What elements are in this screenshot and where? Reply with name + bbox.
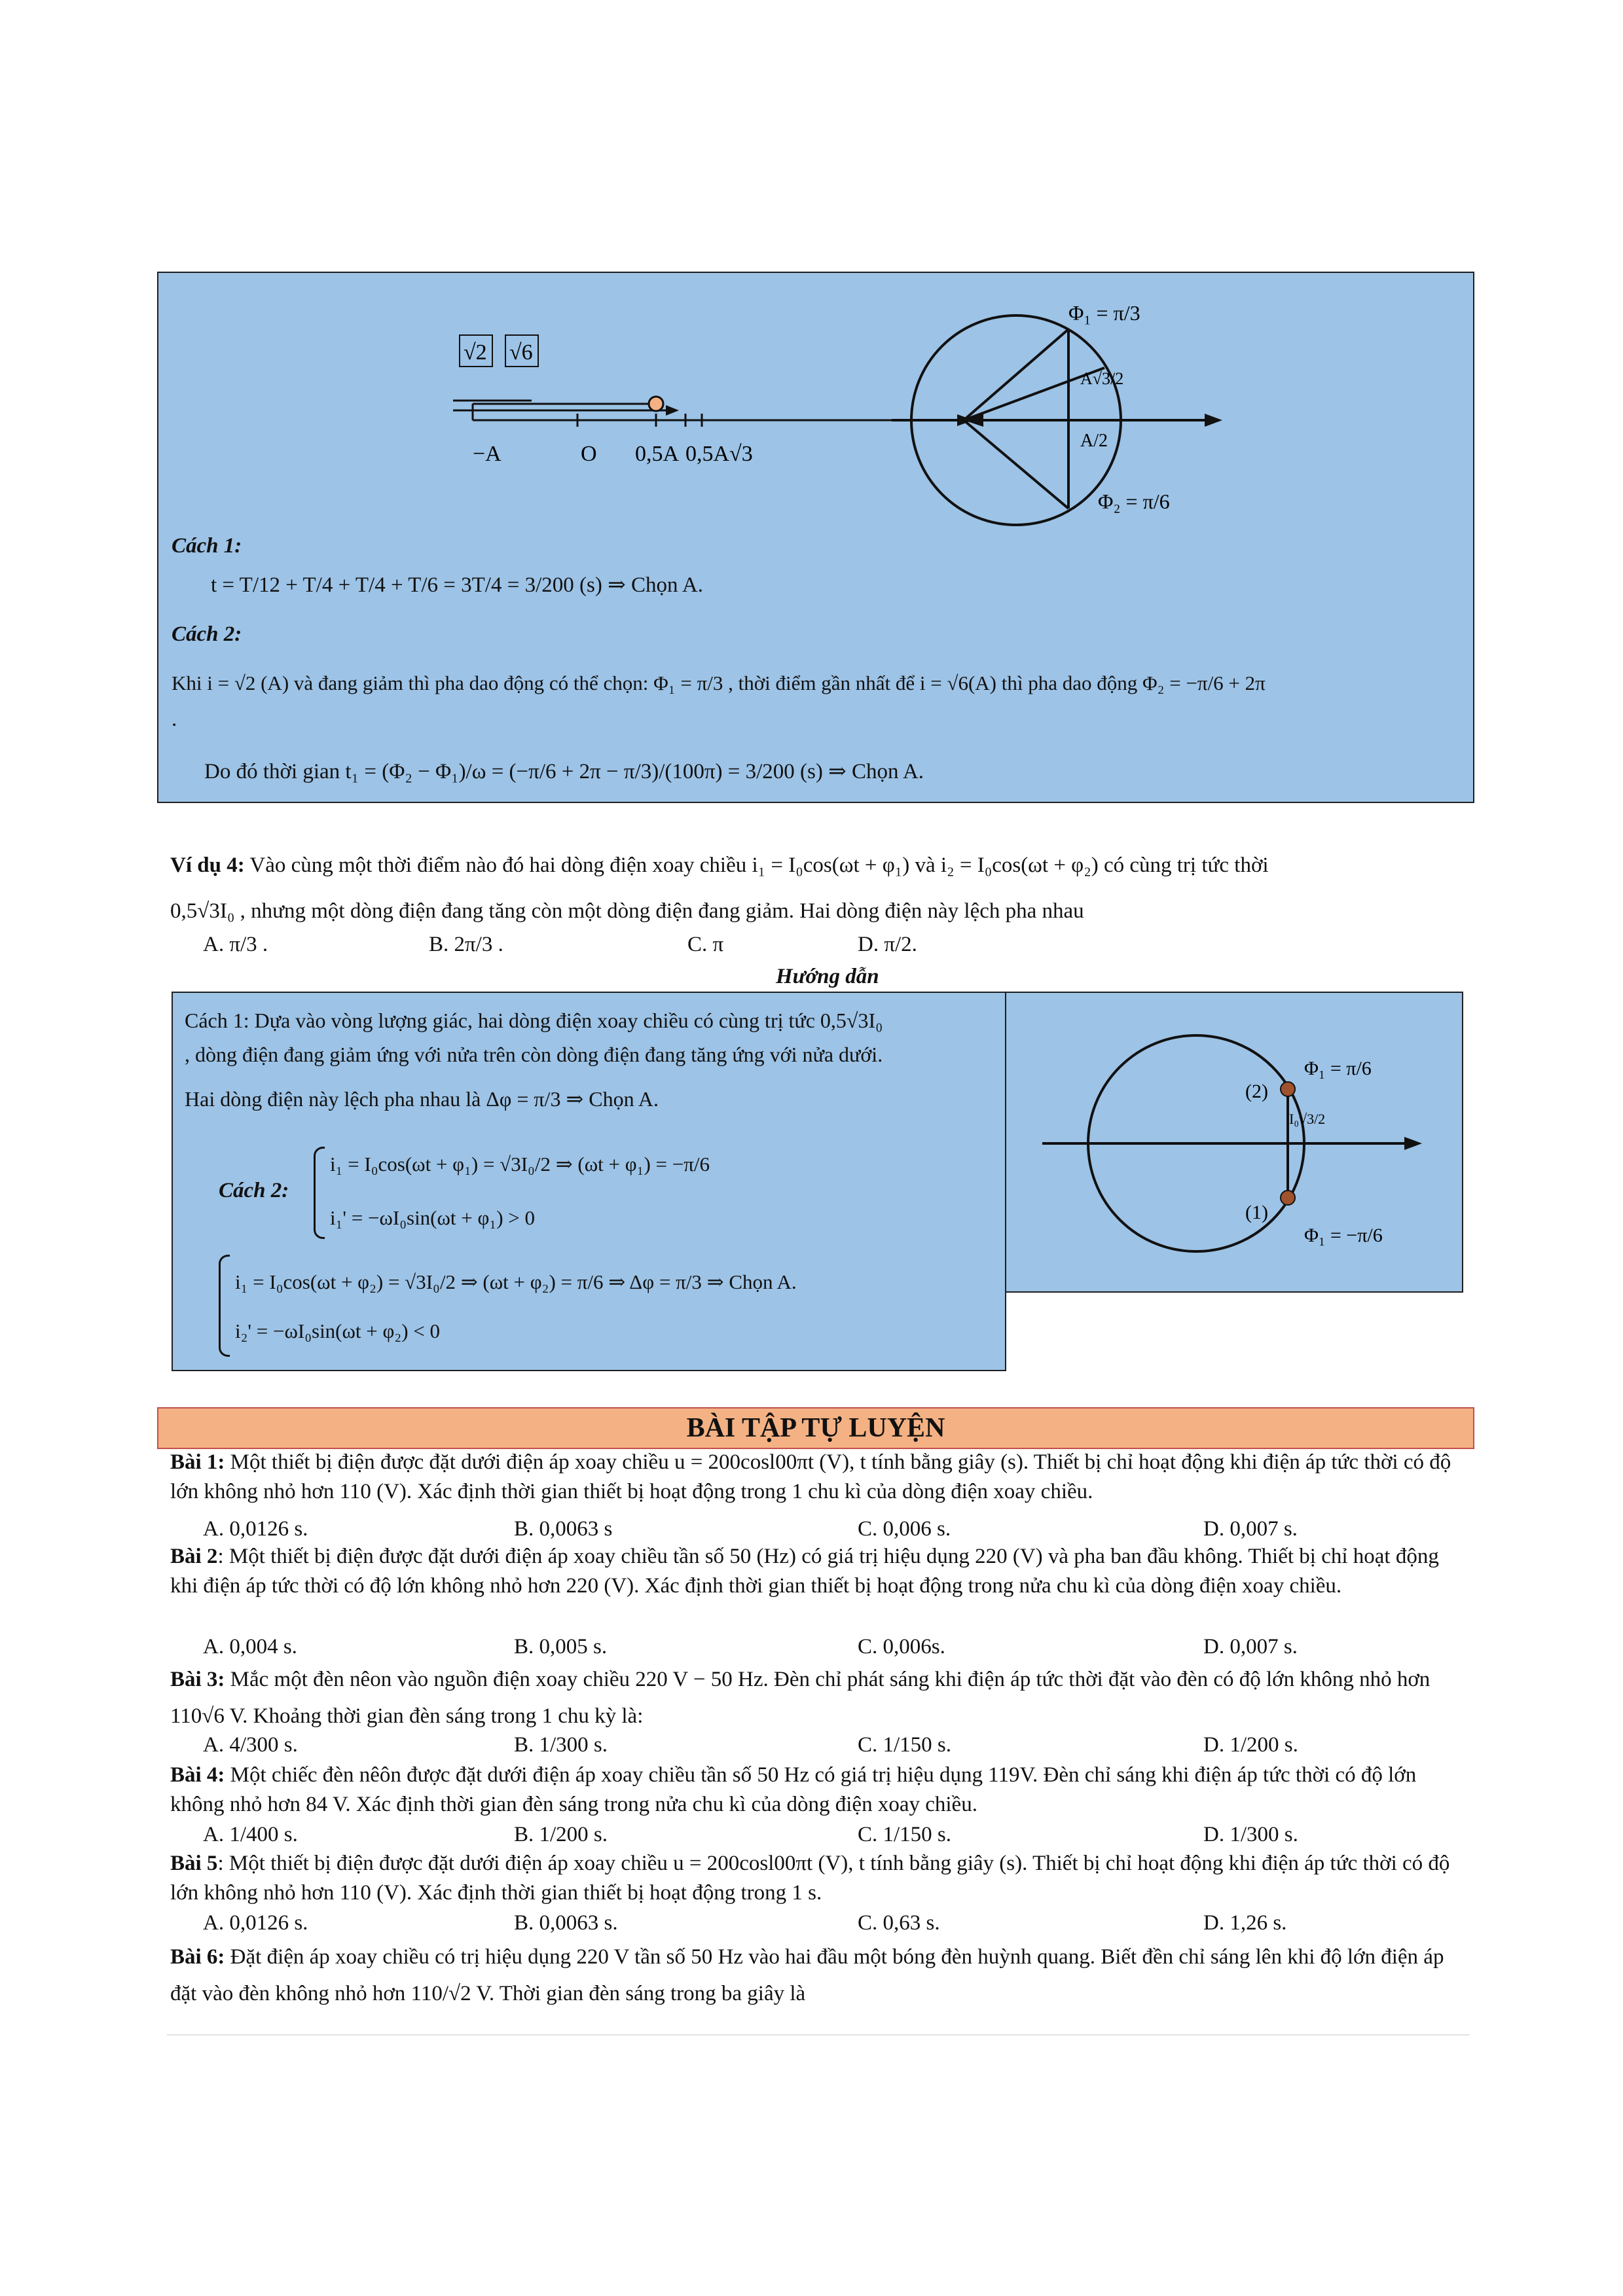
- example-4-title: Ví dụ 4:: [170, 853, 245, 877]
- phi2-label: Φ₂ = π/6: [1098, 490, 1170, 513]
- exercise-3-option-c: C. 1/150 s.: [858, 1733, 952, 1757]
- exercise-4: [170, 1761, 1463, 1820]
- cach2-label: Cách 2:: [172, 622, 242, 646]
- box2-eq-2: i₁' = −ωI₀sin(ωt + φ₁) > 0: [330, 1206, 536, 1229]
- label-phi1-pos: Φ₁ = π/6: [1304, 1058, 1372, 1079]
- exercise-3-label: Bài 3:: [170, 1668, 225, 1691]
- guide-heading: Hướng dẫn: [776, 965, 879, 988]
- box2-line-1: Cách 1: Dựa vào vòng lượng giác, hai dòng điện xoay chiều có cùng trị tức 0,5√3I₀: [185, 1009, 883, 1032]
- footer-divider: [167, 2034, 1470, 2036]
- label-i0-sqrt3-half: I₀√3/2: [1289, 1111, 1326, 1127]
- exercise-4-option-c: C. 1/150 s.: [858, 1823, 952, 1846]
- label-half-a: 0,5A: [635, 442, 680, 466]
- exercise-1-option-c: C. 0,006 s.: [858, 1517, 951, 1541]
- exercise-4-option-d: D. 1/300 s.: [1203, 1823, 1298, 1846]
- exercise-3: [170, 1661, 1463, 1734]
- point-marker: [649, 397, 663, 411]
- example-4-option-c: C. π: [687, 933, 724, 956]
- exercise-1-option-a: A. 0,0126 s.: [203, 1517, 308, 1541]
- exercise-5-option-d: D. 1,26 s.: [1203, 1911, 1287, 1935]
- exercise-5-option-b: B. 0,0063 s.: [514, 1911, 618, 1935]
- label-half-a-sqrt3: 0,5A√3: [685, 442, 753, 466]
- example-4-text: Vào cùng một thời điểm nào đó hai dòng điện xoay chiều i₁ = I₀cos(ωt + φ₁) và i₂ = I₀cos(ωt + φ₂) có cùng trị tức thời: [249, 853, 1269, 877]
- exercise-banner: BÀI TẬP TỰ LUYỆN: [157, 1407, 1474, 1449]
- solution-box-2: [172, 992, 1006, 1371]
- label-point-2: (2): [1245, 1081, 1268, 1102]
- exercise-5-option-a: A. 0,0126 s.: [203, 1911, 308, 1935]
- cach1-label: Cách 1:: [172, 534, 242, 558]
- phase-circle-1: [872, 279, 1265, 535]
- exercise-1: [170, 1448, 1463, 1507]
- exercise-2-label: Bài 2: [170, 1545, 218, 1568]
- phase-circle-2: [1006, 993, 1465, 1294]
- phi1-label: Φ₁ = π/3: [1068, 301, 1140, 325]
- exercise-3-text: Mắc một đèn nêon vào nguồn điện xoay chiều 220 V − 50 Hz. Đèn chỉ phát sáng khi điện áp tức thời đặt vào đèn có độ lớn không nhỏ hơn 110√6 V. Khoảng thời gian đèn sáng trong 1 chu kỳ là:: [170, 1668, 1431, 1728]
- a-sqrt3-half-label: A√3/2: [1080, 369, 1124, 388]
- exercise-2-text: : Một thiết bị điện được đặt dưới điện áp xoay chiều tần số 50 (Hz) có giá trị hiệu dụng 220 (V) và pha ban đầu không. Thiết bị chỉ hoạt động khi điện áp tức thời có độ lớn không nhỏ hơn 220 (V). Xác định thời gian thiết bị hoạt động trong nửa chu kì của dòng điện xoay chiều.: [170, 1545, 1439, 1598]
- cach1-formula: t = T/12 + T/4 + T/4 + T/6 = 3T/4 = 3/200 (s) ⇒ Chọn A.: [211, 573, 703, 597]
- box2-line-3: Hai dòng điện này lệch pha nhau là Δφ = π/3 ⇒ Chọn A.: [185, 1087, 659, 1111]
- box2-cach2-label: Cách 2:: [219, 1179, 289, 1202]
- label-point-1: (1): [1245, 1202, 1268, 1223]
- label-sqrt6: √6: [509, 340, 533, 365]
- label-minus-a: −A: [473, 442, 501, 466]
- exercise-1-option-b: B. 0,0063 s: [514, 1517, 613, 1541]
- example-4-question: [170, 851, 1269, 880]
- label-o: O: [581, 442, 597, 466]
- exercise-3-option-d: D. 1/200 s.: [1203, 1733, 1298, 1757]
- exercise-2-option-c: C. 0,006s.: [858, 1635, 945, 1659]
- exercise-4-label: Bài 4:: [170, 1763, 225, 1787]
- box2-eq-1: i₁ = I₀cos(ωt + φ₁) = √3I₀/2 ⇒ (ωt + φ₁) = −π/6: [330, 1153, 710, 1175]
- result-formula: Do đó thời gian t₁ = (Φ₂ − Φ₁)/ω = (−π/6 + 2π − π/3)/(100π) = 3/200 (s) ⇒ Chọn A.: [204, 760, 924, 783]
- exercise-5: [170, 1849, 1463, 1908]
- exercise-3-option-a: A. 4/300 s.: [203, 1733, 298, 1757]
- exercise-1-option-d: D. 0,007 s.: [1203, 1517, 1298, 1541]
- exercise-2-option-d: D. 0,007 s.: [1203, 1635, 1298, 1659]
- exercise-5-text: : Một thiết bị điện được đặt dưới điện áp xoay chiều u = 200cosl00πt (V), t tính bằng giây (s). Thiết bị chỉ hoạt động khi điện áp tức thời có độ lớn không nhỏ hơn 110 (V). Xác định thời gian thiết bị hoạt động trong 1 s.: [170, 1852, 1450, 1905]
- solution-box-1: [157, 272, 1474, 803]
- point-1: [1281, 1191, 1295, 1205]
- exercise-6-label: Bài 6:: [170, 1945, 225, 1969]
- exercise-5-option-c: C. 0,63 s.: [858, 1911, 940, 1935]
- box2-line-2: , dòng điện đang giảm ứng với nửa trên còn dòng điện đang tăng ứng với nửa dưới.: [185, 1043, 883, 1066]
- example-4-option-a: A. π/3 .: [203, 933, 268, 956]
- exercise-2: [170, 1542, 1463, 1601]
- exercise-2-option-a: A. 0,004 s.: [203, 1635, 297, 1659]
- exercise-4-text: Một chiếc đèn nêôn được đặt dưới điện áp xoay chiều tần số 50 Hz có giá trị hiệu dụng 119V. Đèn chỉ sáng khi điện áp tức thời có độ lớn không nhỏ hơn 84 V. Xác định thời gian đèn sáng trong nửa chu kì của dòng điện xoay chiều.: [170, 1763, 1417, 1816]
- brace-1: [314, 1147, 325, 1239]
- label-phi1-neg: Φ₁ = −π/6: [1304, 1225, 1383, 1246]
- exercise-5-label: Bài 5: [170, 1852, 218, 1875]
- example-4-option-b: B. 2π/3 .: [429, 933, 503, 956]
- exercise-4-option-b: B. 1/200 s.: [514, 1823, 608, 1846]
- exercise-3-option-b: B. 1/300 s.: [514, 1733, 608, 1757]
- solution-box-2-diagram: [1005, 992, 1463, 1293]
- label-sqrt2: √2: [464, 340, 487, 365]
- box2-eq-3: i₁ = I₀cos(ωt + φ₂) = √3I₀/2 ⇒ (ωt + φ₂) = π/6 ⇒ Δφ = π/3 ⇒ Chọn A.: [235, 1270, 797, 1293]
- exercise-1-text: Một thiết bị điện được đặt dưới điện áp xoay chiều u = 200cosl00πt (V), t tính bằng giây (s). Thiết bị chỉ hoạt động khi điện áp tức thời có độ lớn không nhỏ hơn 110 (V). Xác định thời gian thiết bị hoạt động trong 1 chu kì của dòng điện xoay chiều.: [170, 1450, 1451, 1503]
- exercise-4-option-a: A. 1/400 s.: [203, 1823, 298, 1846]
- cach2-text: Khi i = √2 (A) và đang giảm thì pha dao động có thể chọn: Φ₁ = π/3 , thời điểm gần nhất để i = √6(A) thì pha dao động Φ₂ = −π/6 + 2π: [172, 672, 1266, 694]
- example-4-option-d: D. π/2.: [858, 933, 917, 956]
- exercise-1-label: Bài 1:: [170, 1450, 225, 1474]
- exercise-2-option-b: B. 0,005 s.: [514, 1635, 608, 1659]
- period-mark: .: [172, 708, 177, 731]
- exercise-6-text: Đặt điện áp xoay chiều có trị hiệu dụng 220 V tần số 50 Hz vào hai đầu một bóng đèn huỳnh quang. Biết đền chỉ sáng lên khi độ lớn điện áp đặt vào đèn không nhỏ hơn 110/√2 V. Thời gian đèn sáng trong ba giây là: [170, 1945, 1444, 2005]
- a-half-label: A/2: [1080, 431, 1108, 451]
- box2-eq-4: i₂' = −ωI₀sin(ωt + φ₂) < 0: [235, 1319, 441, 1342]
- brace-2: [219, 1255, 230, 1357]
- point-2: [1281, 1082, 1295, 1096]
- exercise-6: [170, 1939, 1463, 2012]
- example-4-text-2: 0,5√3I₀ , nhưng một dòng điện đang tăng còn một dòng điện đang giảm. Hai dòng điện này lệch pha nhau: [170, 899, 1084, 923]
